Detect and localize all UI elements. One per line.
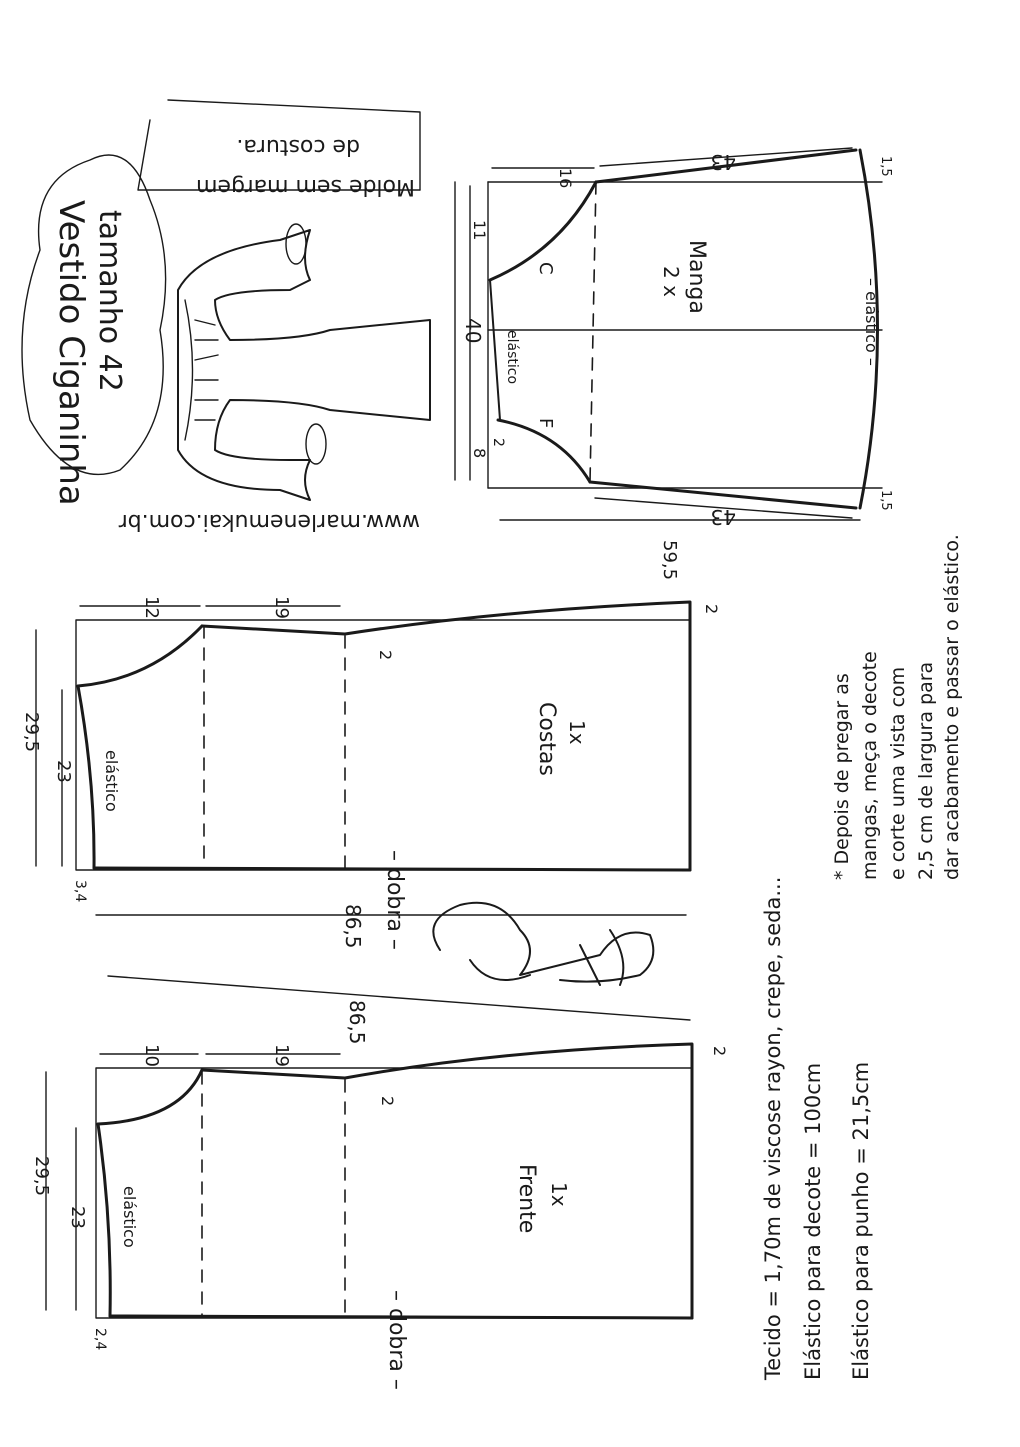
back-dim295: 29,5 — [21, 712, 42, 753]
back-shoulder-line — [202, 626, 345, 634]
back-elastic-label: elástico — [102, 750, 121, 812]
back-dim2-a: 2 — [702, 604, 721, 615]
sleeve-cuff-top — [286, 224, 306, 264]
back-pattern — [21, 596, 721, 950]
sleeve-mark-f: F — [535, 418, 556, 429]
sleeve-pattern — [455, 148, 893, 580]
dress-gathers — [195, 320, 218, 420]
front-shoulder-line — [202, 1070, 345, 1078]
sleeve-label: Manga — [684, 240, 709, 314]
sleeve-elastic-left: elástico — [504, 330, 520, 385]
sleeve-elastic-right: – elástico – — [862, 278, 881, 366]
back-elastic-line — [78, 686, 94, 868]
sleeve-dim43-bottom: 43 — [710, 505, 736, 529]
instructions-note1: * Depois de pregar as — [831, 673, 853, 880]
back-dim34: 3,4 — [72, 880, 88, 903]
instructions-note4: 2,5 cm de largura para — [915, 661, 937, 880]
back-dim2-b: 2 — [376, 650, 395, 661]
front-dim2-b: 2 — [378, 1096, 397, 1107]
back-neck-curve — [78, 626, 202, 686]
sleeve-bottom-seam — [590, 482, 856, 508]
title-line2: tamanho 42 — [92, 210, 127, 392]
sleeve-dim40: 40 — [461, 318, 485, 344]
sleeve-elastic-line — [490, 280, 500, 420]
instructions-note5: dar acabamento e passar o elástico. — [941, 534, 963, 880]
website-text: www.marlenemukai.com.br — [118, 509, 420, 534]
sleeve-count: 2 x — [659, 266, 683, 297]
sleeve-dim2: 2 — [490, 438, 506, 447]
back-label: Costas — [534, 702, 559, 776]
front-dim865-arrow — [108, 976, 690, 1020]
sleeve-cap-front-curve — [498, 420, 590, 482]
sleeve-dash-line — [590, 182, 596, 482]
sleeve-dim15-bottom: 1,5 — [878, 490, 893, 511]
dress-sketch — [178, 224, 430, 500]
front-dim-length: 86,5 — [345, 1000, 369, 1045]
sleeve-dim11: 11 — [470, 220, 489, 241]
front-dim2-a: 2 — [710, 1046, 729, 1057]
front-dim23: 23 — [67, 1206, 88, 1229]
back-count: 1x — [565, 720, 589, 745]
title-block — [22, 155, 420, 534]
back-side-seam — [345, 602, 690, 870]
instructions-fabric: Tecido = 1,70m de viscose rayon, crepe, seda... — [761, 876, 785, 1380]
back-fold-label: – dobra – — [382, 850, 407, 950]
dress-neckline — [185, 300, 193, 440]
front-elastic-label: elástico — [120, 1186, 139, 1248]
sleeve-dim595: 59,5 — [659, 540, 680, 581]
back-dim-length: 86,5 — [341, 904, 365, 949]
sleeve-dim15-top: 1,5 — [878, 156, 893, 177]
back-dim23: 23 — [53, 760, 74, 783]
front-label: Frente — [514, 1164, 539, 1234]
seam-note-line2: de costura. — [236, 134, 360, 159]
instructions-note2: mangas, meça o decote — [859, 651, 881, 880]
front-dim24: 2,4 — [92, 1328, 108, 1351]
sleeve-dim16: 16 — [556, 168, 575, 189]
instructions-elastic-cuff: Elástico para punho = 21,5cm — [849, 1061, 873, 1380]
back-dim12: 12 — [141, 596, 162, 619]
front-dim10: 10 — [141, 1044, 162, 1067]
sleeve-dim43-top: 43 — [710, 150, 736, 174]
front-count: 1x — [547, 1182, 571, 1207]
sleeve-mark-c: C — [535, 262, 556, 275]
sleeve-dim8: 8 — [470, 448, 489, 459]
sleeve-cuff-bottom — [306, 424, 326, 464]
back-dim19: 19 — [271, 596, 292, 619]
instructions-elastic-neck: Elástico para decote = 100cm — [801, 1062, 825, 1380]
front-pattern — [31, 976, 729, 1390]
front-neck-curve — [98, 1070, 202, 1124]
instructions-note3: e corte uma vista com — [887, 666, 909, 880]
instructions-block — [761, 534, 963, 1381]
front-dim295: 29,5 — [31, 1156, 52, 1197]
front-fold-label: – dobra – — [384, 1290, 409, 1390]
seam-note-line1: Molde sem margem — [196, 174, 415, 199]
seam-note-box — [138, 100, 420, 199]
front-dim19: 19 — [271, 1044, 292, 1067]
dress-outline — [178, 230, 430, 500]
title-line1: Vestido Ciganinha — [51, 200, 91, 506]
front-elastic-line — [98, 1124, 110, 1316]
